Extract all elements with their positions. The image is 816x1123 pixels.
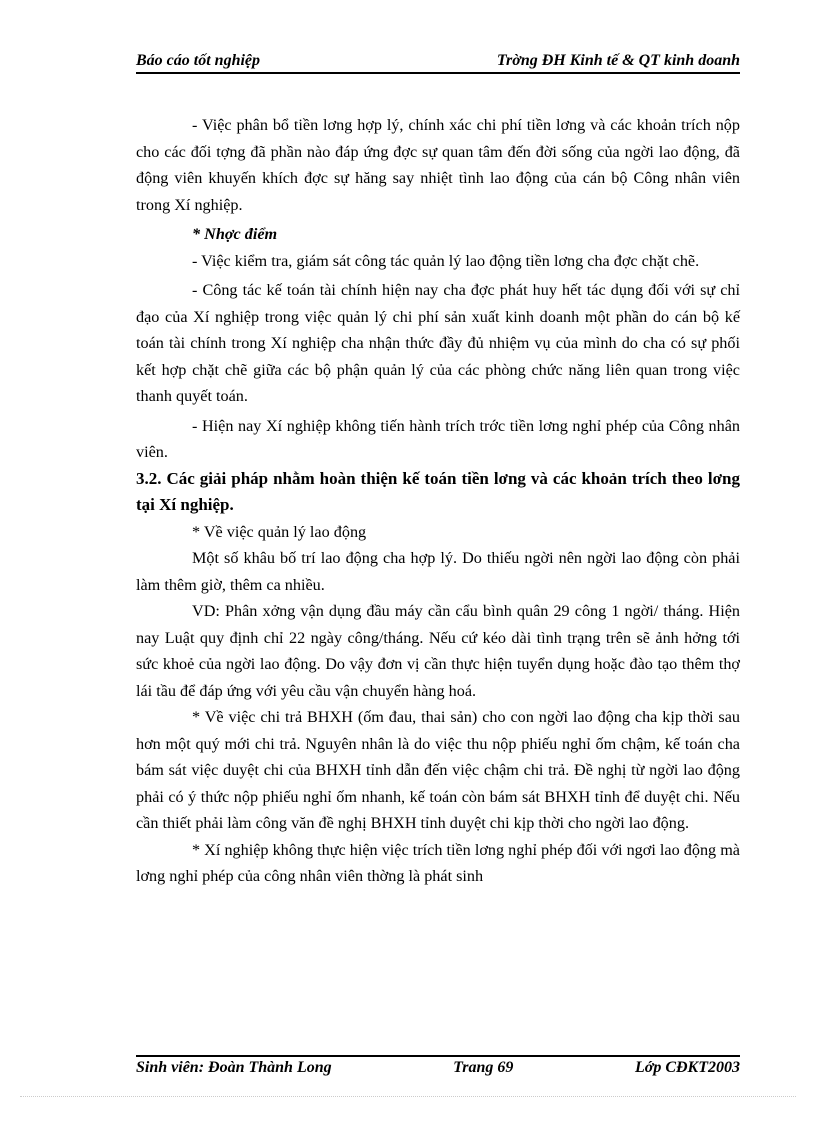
paragraph-leave-pay: * Xí nghiệp không thực hiện việc trích tiền lơng nghỉ phép đối với ngơi lao động mà lơng nghỉ phép của công nhân viên thờng là phát sinh — [136, 840, 740, 885]
paragraph-weakness-leave: - Hiện nay Xí nghiệp không tiến hành trích trớc tiền lơng nghỉ phép của Công nhân viên. — [136, 416, 740, 461]
page-bottom-divider — [20, 1096, 796, 1097]
paragraph-weakness-accounting: - Công tác kế toán tài chính hiện nay cha đợc phát huy hết tác dụng đối với sự chỉ đạo của Xí nghiệp trong việc quản lý chi phí sản xuất kinh doanh một phần do cán bộ kế toán tài chính trong Xí nghiệp cha nhận thức đầy đủ nhiệm vụ của mình do cha có sự phối kết hợp chặt chẽ giữa các bộ phận quản lý của các phòng chức năng liên quan trong việc thanh quyết toán. — [136, 281, 740, 405]
paragraph-labor-management-heading: * Về việc quản lý lao động — [192, 522, 367, 541]
paragraph-labor-allocation: Một số khâu bố trí lao động cha hợp lý. Do thiếu ngời nên ngời lao động còn phải làm thêm giờ, thêm ca nhiều. — [136, 549, 740, 594]
footer-class: Lớp CĐKT2003 — [634, 1059, 740, 1076]
page-footer — [136, 1055, 740, 1079]
footer-student: Sinh viên: Đoàn Thành Long — [136, 1059, 332, 1076]
paragraph-weakness-supervision: - Việc kiểm tra, giám sát công tác quản lý lao động tiền lơng cha đợc chặt chẽ. — [192, 251, 700, 270]
header-university: Trờng ĐH Kinh tế & QT kinh doanh — [496, 52, 740, 69]
weakness-heading: * Nhợc điểm — [192, 225, 278, 243]
paragraph-example: VD: Phân xởng vận dụng đầu máy cần cẩu bình quân 29 công 1 ngời/ tháng. Hiện nay Luật quy định chỉ 22 ngày công/tháng. Nếu cứ kéo dài tình trạng trên sẽ ảnh hởng tới sức khoẻ của ngời lao động. Do vậy đơn vị cần thực hiện tuyển dụng hoặc đào tạo thêm thợ lái tầu để đáp ứng với yêu cầu vận chuyển hàng hoá. — [136, 602, 740, 700]
page-header — [136, 48, 740, 74]
paragraph-social-insurance: * Về việc chi trả BHXH (ốm đau, thai sản) cho con ngời lao động cha kịp thời sau hơn một quý mới chi trả. Nguyên nhân là do việc thu nộp phiếu nghỉ ốm chậm, kế toán cha bám sát việc duyệt chi của BHXH tỉnh dẫn đến việc chậm chi trả. Đề nghị từ ngời lao động phải có ý thức nộp phiếu nghỉ ốm nhanh, kế toán còn bám sát BHXH tỉnh để duyệt chi. Nếu cần thiết phải làm công văn đề nghị BHXH tỉnh duyệt chi kịp thời cho ngời lao động. — [136, 708, 740, 832]
header-report-title: Báo cáo tốt nghiệp — [136, 52, 261, 69]
section-title: 3.2. Các giải pháp nhằm hoàn thiện kế toán tiền lơng và các khoản trích theo lơng tại Xí nghiệp. — [136, 468, 740, 514]
document-body — [136, 112, 740, 890]
footer-page-number: Trang 69 — [453, 1059, 514, 1076]
paragraph-advantage-allocation: - Việc phân bổ tiền lơng hợp lý, chính xác chi phí tiền lơng và các khoản trích nộp cho các đối tợng đã phần nào đáp ứng đợc sự quan tâm đến đời sống của ngời lao động, đã động viên khuyến khích đợc sự hăng say nhiệt tình lao động của cán bộ Công nhân viên trong Xí nghiệp. — [136, 116, 740, 214]
